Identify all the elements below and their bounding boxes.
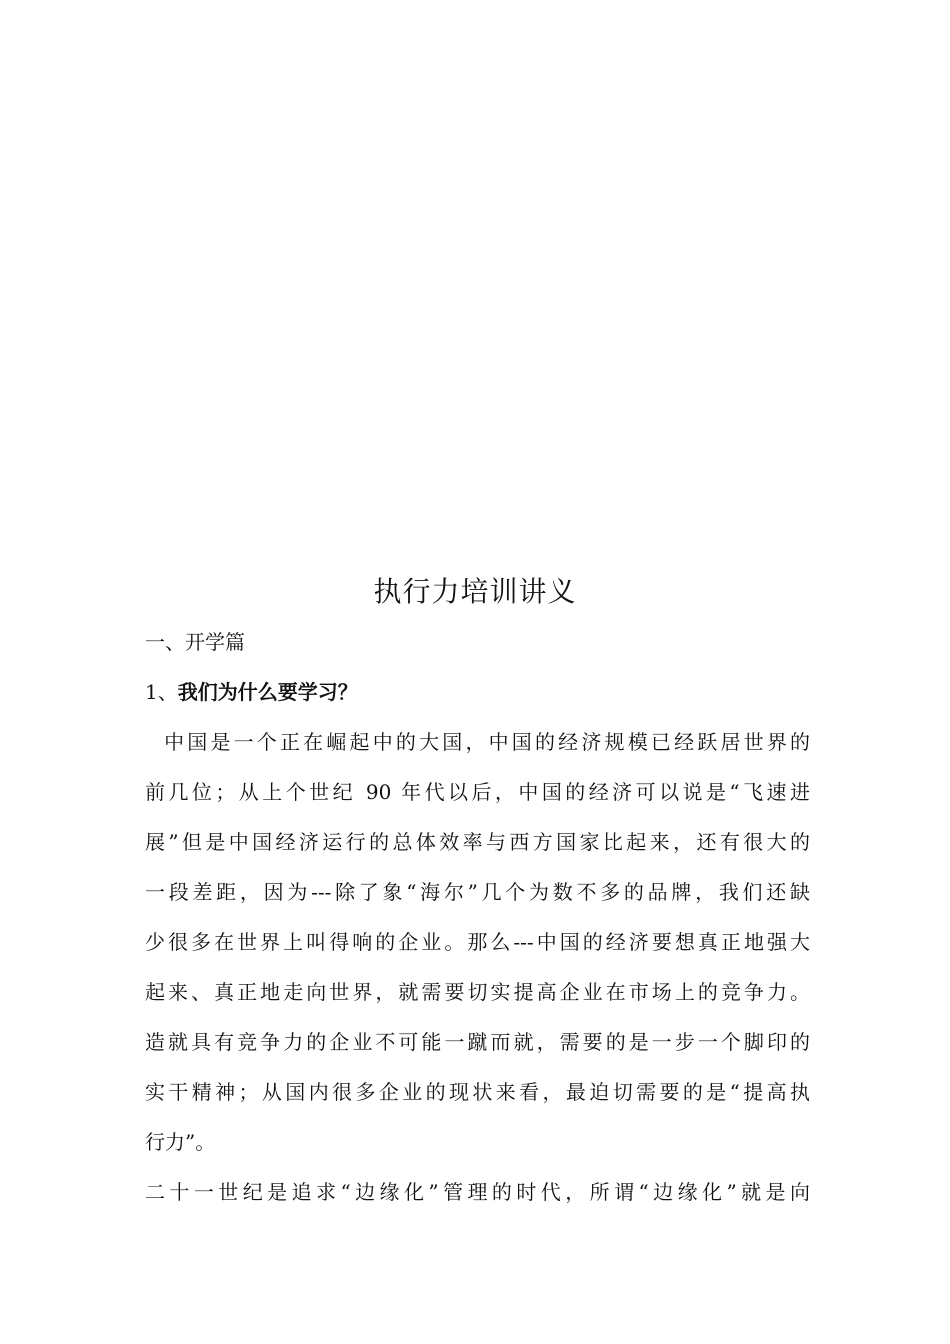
question-text: 我们为什么要学习？ (177, 680, 358, 704)
paragraph-line: 行力”。 (145, 1130, 216, 1154)
question-number: 1、 (145, 680, 178, 704)
paragraph-line: 一段差距，因为---除了象“海尔”几个为数不多的品牌，我们还缺 (145, 880, 810, 904)
section-heading: 一、开学篇 (145, 630, 245, 654)
paragraph-line: 二十一世纪是追求“边缘化”管理的时代，所谓“边缘化”就是向 (145, 1180, 810, 1204)
question-heading (145, 670, 358, 714)
body-paragraph-1 (145, 717, 810, 1167)
paragraph-line: 中国是一个正在崛起中的大国，中国的经济规模已经跃居世界的 (145, 730, 810, 754)
paragraph-line: 少很多在世界上叫得响的企业。那么---中国的经济要想真正地强大 (145, 930, 810, 954)
paragraph-line: 造就具有竞争力的企业不可能一蹴而就，需要的是一步一个脚印的 (145, 1030, 810, 1054)
paragraph-line: 起来、真正地走向世界，就需要切实提高企业在市场上的竞争力。 (145, 980, 810, 1004)
document-title: 执行力培训讲义 (373, 575, 577, 608)
body-paragraph-2 (145, 1167, 810, 1217)
paragraph-line: 展”但是中国经济运行的总体效率与西方国家比起来，还有很大的 (145, 830, 810, 854)
paragraph-line: 实干精神；从国内很多企业的现状来看，最迫切需要的是“提高执 (145, 1080, 810, 1104)
paragraph-line: 前几位；从上个世纪 90 年代以后，中国的经济可以说是“飞速进 (145, 780, 810, 804)
